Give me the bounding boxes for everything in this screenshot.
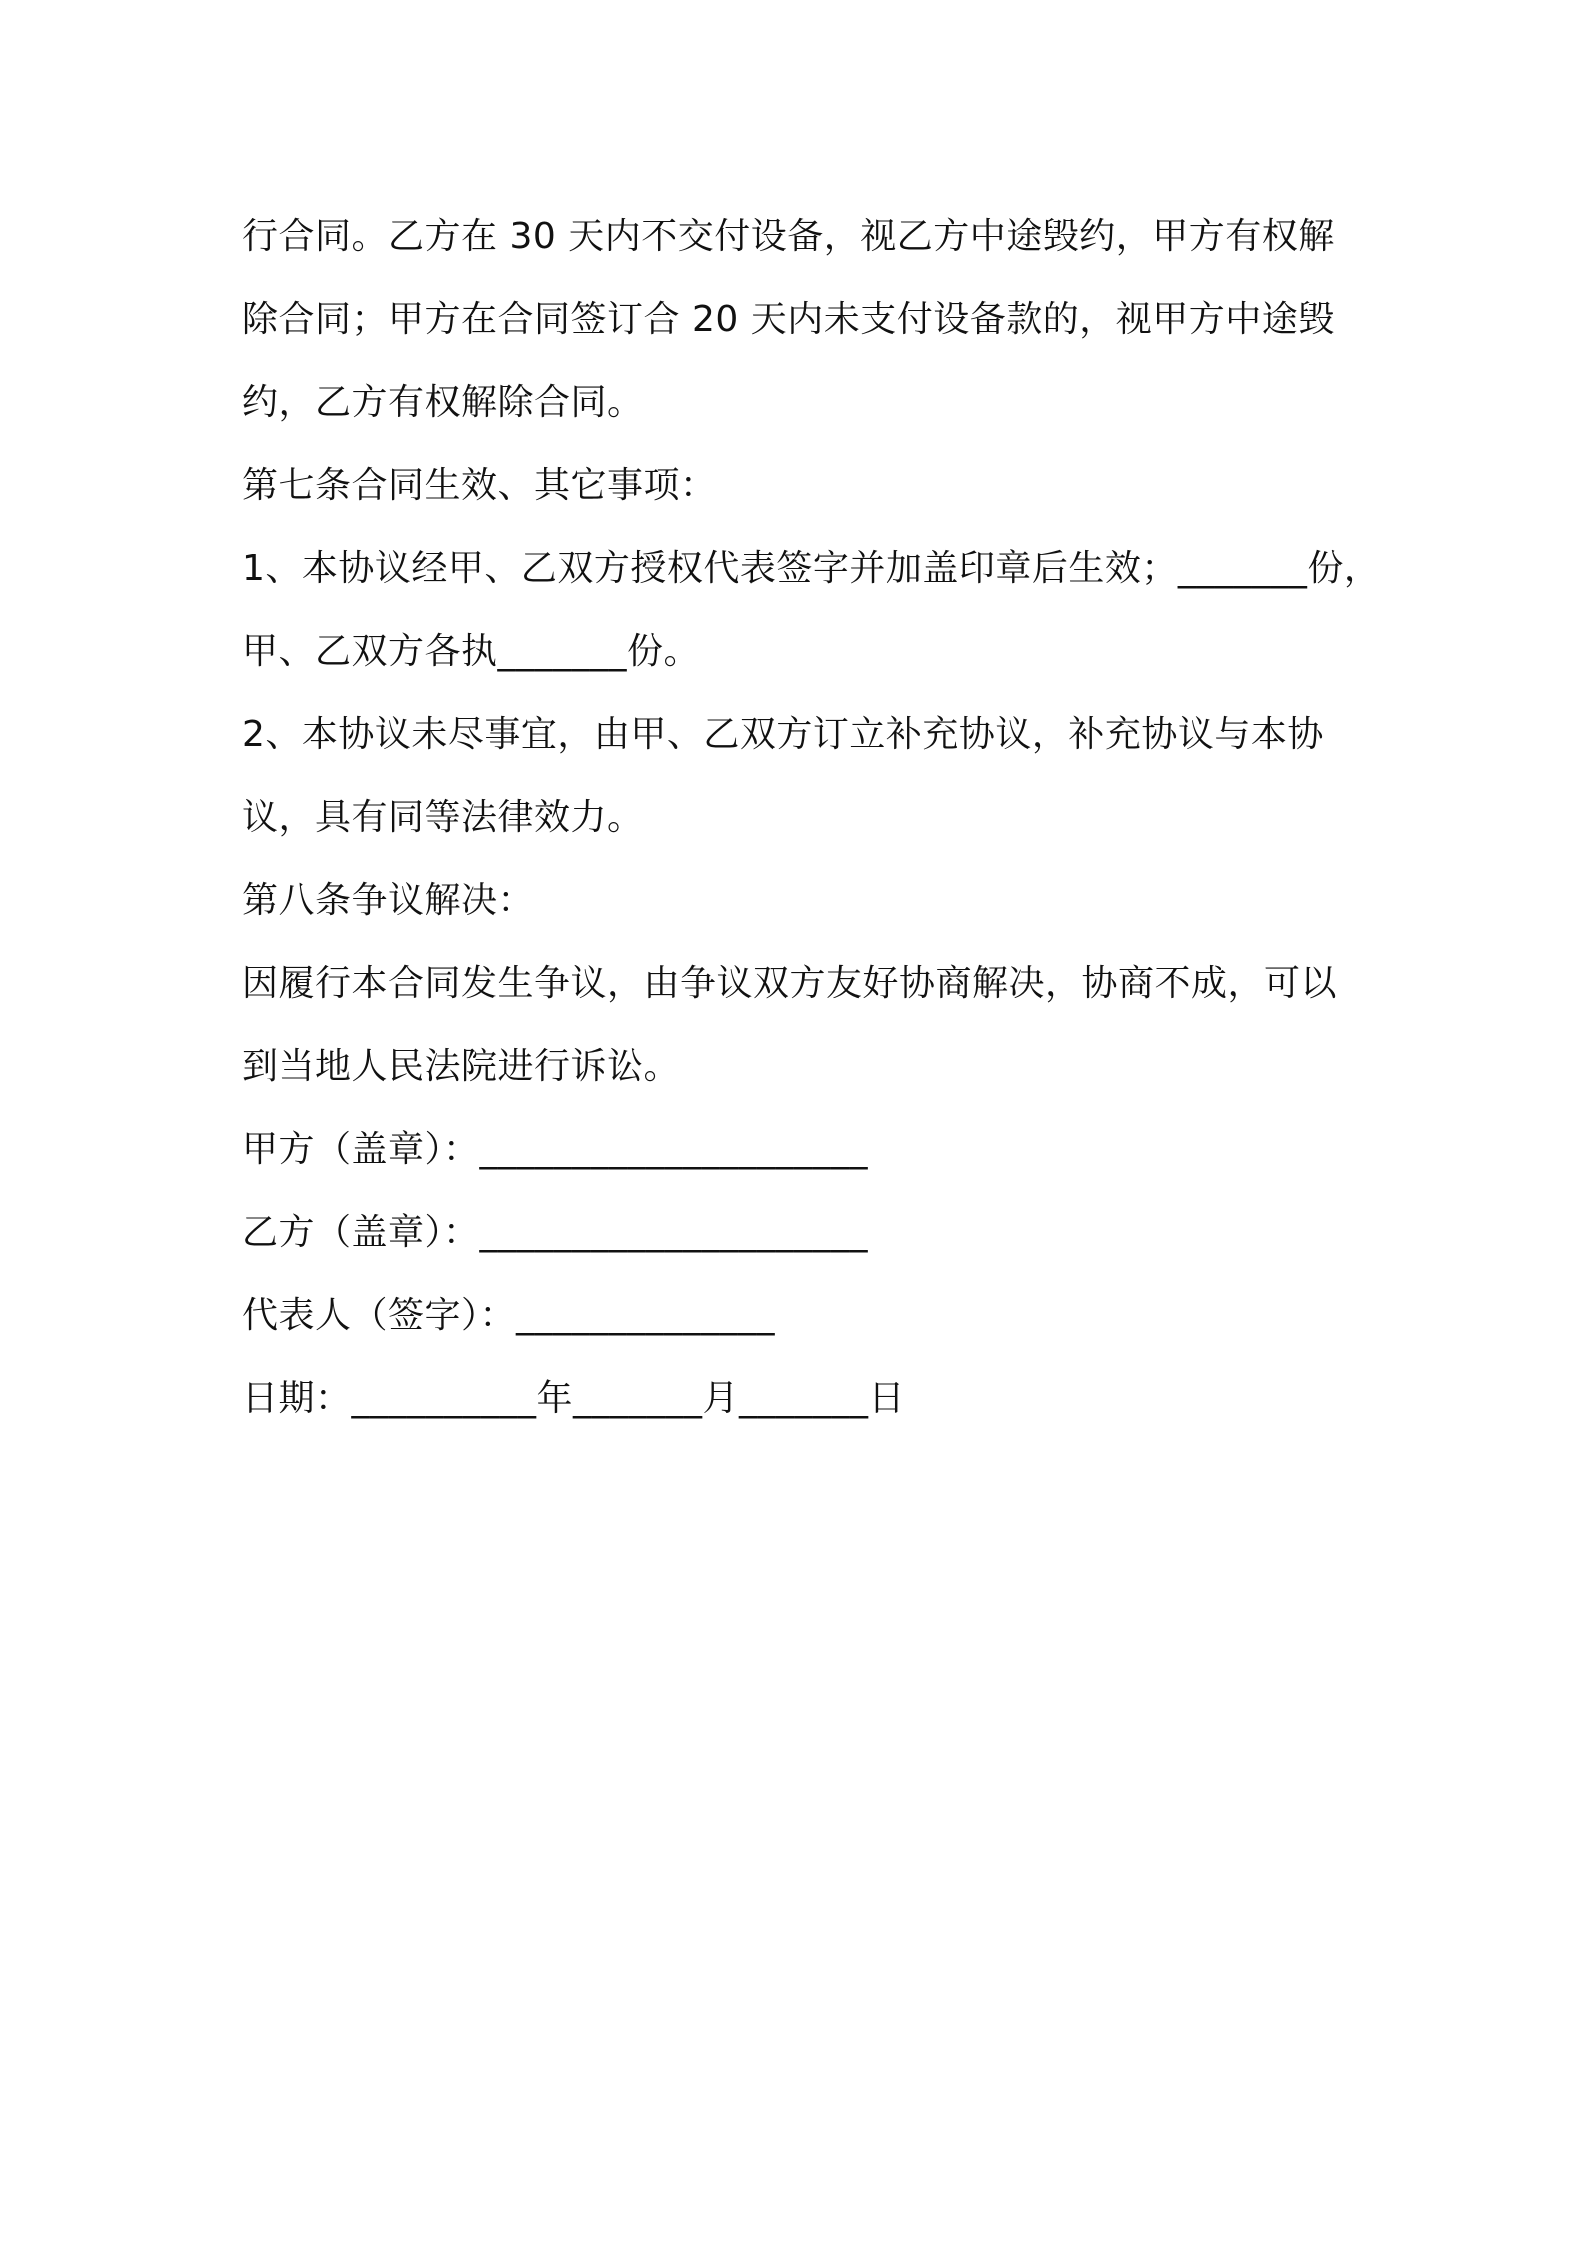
- clause-one-line: 甲、乙双方各执_______份。: [242, 631, 701, 672]
- party-b-seal-line: 乙方（盖章）：_____________________: [242, 1212, 869, 1253]
- clause-one-line: 1、本协议经甲、乙双方授权代表签字并加盖印章后生效；_______份，: [242, 548, 1381, 589]
- contract-text-line: 行合同。乙方在 30 天内不交付设备，视乙方中途毁约，甲方有权解: [242, 216, 1335, 257]
- clause-two-line: 2、本协议未尽事宜，由甲、乙双方订立补充协议，补充协议与本协: [242, 714, 1324, 755]
- contract-text-line: 约，乙方有权解除合同。: [242, 382, 644, 423]
- representative-signature-line: 代表人（签字）：______________: [242, 1295, 776, 1336]
- contract-text-line: 除合同；甲方在合同签订合 20 天内未支付设备款的，视甲方中途毁: [242, 299, 1335, 340]
- article-eight-heading: 第八条争议解决：: [242, 880, 535, 921]
- article-seven-heading: 第七条合同生效、其它事项：: [242, 465, 717, 506]
- date-line: 日期：__________年_______月_______日: [242, 1378, 906, 1419]
- clause-two-line: 议，具有同等法律效力。: [242, 797, 644, 838]
- party-a-seal-line: 甲方（盖章）：_____________________: [242, 1129, 869, 1170]
- dispute-text-line: 到当地人民法院进行诉讼。: [242, 1046, 681, 1087]
- document-body: [242, 195, 1381, 1440]
- dispute-text-line: 因履行本合同发生争议，由争议双方友好协商解决，协商不成，可以: [242, 963, 1338, 1004]
